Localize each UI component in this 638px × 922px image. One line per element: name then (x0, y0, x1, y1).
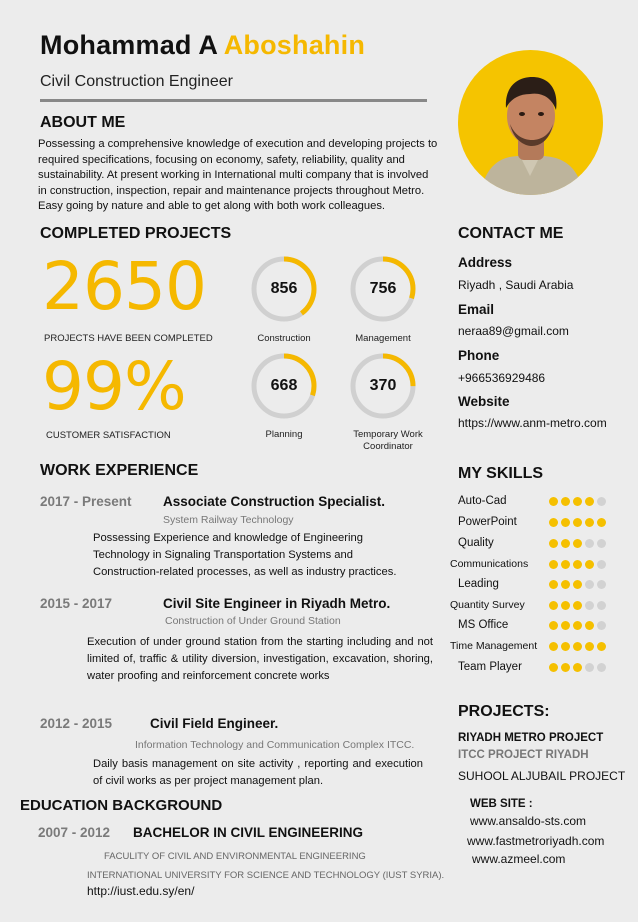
ring-planning (250, 352, 318, 420)
job-role: Civil Field Engineer. (150, 716, 279, 731)
rating-dot-filled-icon (585, 621, 594, 630)
job-org: Information Technology and Communication Complex ITCC. (135, 739, 415, 751)
rating-dot-filled-icon (549, 621, 558, 630)
rating-dot-filled-icon (549, 663, 558, 672)
rating-dot-filled-icon (573, 642, 582, 651)
skill-rating (549, 497, 606, 506)
rating-dot-filled-icon (549, 601, 558, 610)
candidate-name: Mohammad A Aboshahin (40, 30, 366, 60)
rating-dot-filled-icon (561, 539, 570, 548)
rating-dot-filled-icon (573, 560, 582, 569)
skill-rating (549, 539, 606, 548)
rating-dot-filled-icon (549, 497, 558, 506)
rating-dot-filled-icon (585, 642, 594, 651)
site-link[interactable]: www.azmeel.com (472, 852, 566, 866)
rating-dot-filled-icon (585, 560, 594, 569)
rating-dot-filled-icon (561, 580, 570, 589)
skill-rating (549, 518, 606, 527)
skill-label: Leading (458, 578, 499, 590)
phone-label: Phone (458, 348, 500, 363)
job-years: 2012 - 2015 (40, 716, 113, 731)
total-projects-number: 2650 (42, 248, 206, 325)
skill-label: MS Office (458, 619, 509, 631)
work-experience-heading: WORK EXPERIENCE (40, 462, 199, 479)
skill-label: PowerPoint (458, 516, 517, 528)
skills-heading: MY SKILLS (458, 465, 544, 482)
site-link[interactable]: www.fastmetroriyadh.com (467, 834, 605, 848)
university-link[interactable]: http://iust.edu.sy/en/ (87, 884, 195, 898)
website-heading: WEB SITE : (470, 798, 533, 810)
rating-dot-filled-icon (561, 663, 570, 672)
skill-rating (549, 663, 606, 672)
rating-dot-empty-icon (597, 560, 606, 569)
skill-label: Quantity Survey (450, 599, 525, 611)
job-org: Construction of Under Ground Station (165, 615, 341, 627)
website-link[interactable]: https://www.anm-metro.com (458, 416, 607, 430)
skill-label: Auto-Cad (458, 495, 507, 507)
rating-dot-filled-icon (597, 518, 606, 527)
rating-dot-empty-icon (597, 663, 606, 672)
ring-label: Planning (265, 429, 303, 440)
email-label: Email (458, 302, 495, 317)
rating-dot-filled-icon (585, 518, 594, 527)
skill-rating (549, 560, 606, 569)
rating-dot-filled-icon (573, 621, 582, 630)
education-years: 2007 - 2012 (38, 825, 111, 840)
project-item: RIYADH METRO PROJECT (458, 732, 604, 744)
website-label: Website (458, 394, 510, 409)
ring-value: 756 (369, 280, 397, 297)
profile-photo (458, 50, 603, 195)
ring-value: 668 (270, 377, 298, 394)
skill-label: Quality (458, 537, 494, 549)
skill-rating (549, 601, 606, 610)
rating-dot-empty-icon (597, 497, 606, 506)
rating-dot-empty-icon (585, 601, 594, 610)
rating-dot-empty-icon (585, 580, 594, 589)
rating-dot-empty-icon (597, 580, 606, 589)
job-description: Possessing Experience and knowledge of Engineering Technology in Signaling Transportation Systems and Construction-related processes, as well as industry practices. (93, 532, 397, 578)
rating-dot-filled-icon (597, 642, 606, 651)
job-years: 2017 - Present (40, 494, 132, 509)
skill-rating (549, 642, 606, 651)
contact-heading: CONTACT ME (458, 225, 564, 242)
email-link[interactable]: neraa89@gmail.com (458, 324, 569, 338)
rating-dot-filled-icon (561, 642, 570, 651)
education-degree: BACHELOR IN CIVIL ENGINEERING (133, 825, 364, 840)
education-university: INTERNATIONAL UNIVERSITY FOR SCIENCE AND TECHNOLOGY (IUST SYRIA). (87, 870, 445, 881)
skill-label: Team Player (458, 661, 522, 673)
job-org: System Railway Technology (163, 514, 294, 526)
rating-dot-empty-icon (597, 601, 606, 610)
rating-dot-filled-icon (573, 497, 582, 506)
rating-dot-empty-icon (585, 539, 594, 548)
rating-dot-filled-icon (561, 601, 570, 610)
rating-dot-filled-icon (561, 497, 570, 506)
ring-label: Management (355, 333, 411, 344)
satisfaction-caption: CUSTOMER SATISFACTION (46, 430, 171, 441)
rating-dot-filled-icon (561, 560, 570, 569)
education-faculty: FACULITY OF CIVIL AND ENVIRONMENTAL ENGINEERING (104, 851, 366, 862)
rating-dot-empty-icon (597, 621, 606, 630)
rating-dot-filled-icon (573, 601, 582, 610)
rating-dot-filled-icon (561, 518, 570, 527)
address-label: Address (458, 255, 513, 270)
total-projects-caption: PROJECTS HAVE BEEN COMPLETED (44, 333, 213, 344)
rating-dot-filled-icon (549, 642, 558, 651)
ring-management (349, 255, 417, 323)
skill-label: Time Management (450, 640, 538, 652)
ring-value: 370 (369, 377, 397, 394)
rating-dot-filled-icon (585, 497, 594, 506)
rating-dot-filled-icon (573, 580, 582, 589)
satisfaction-number: 99% (42, 348, 186, 425)
rating-dot-filled-icon (549, 518, 558, 527)
ring-value: 856 (270, 280, 298, 297)
phone-value: +966536929486 (458, 371, 546, 385)
person-portrait-icon (458, 50, 603, 195)
rating-dot-filled-icon (549, 560, 558, 569)
rating-dot-empty-icon (597, 539, 606, 548)
rating-dot-filled-icon (549, 539, 558, 548)
address-value: Riyadh , Saudi Arabia (458, 278, 574, 292)
about-text: Possessing a comprehensive knowledge of execution and developing projects to required specifications, focusing on economy, safety, reliability, quality and sustainability. At present working in International multi company that is involved in construction, inspection, repair and maintenance projects throughout Metro. Easy going by nature and able to get along with both work colleagues. (38, 138, 438, 213)
job-role: Associate Construction Specialist. (163, 494, 386, 509)
education-heading: EDUCATION BACKGROUND (20, 797, 223, 814)
ring-construction (250, 255, 318, 323)
skill-rating (549, 621, 606, 630)
skill-label: Communications (450, 558, 529, 570)
ring-label: Construction (257, 333, 311, 344)
about-heading: ABOUT ME (40, 114, 126, 131)
ring-temporary-work (349, 352, 417, 420)
rating-dot-filled-icon (561, 621, 570, 630)
rating-dot-filled-icon (573, 518, 582, 527)
job-description: Execution of under ground station from the starting including and not limited of, traffic & utility diversion, investigation, excavation, shoring, water proofing and reinforcement concrete works (87, 636, 433, 682)
rating-dot-filled-icon (573, 663, 582, 672)
project-item: SUHOOL ALJUBAIL PROJECT (458, 769, 626, 783)
completed-projects-heading: COMPLETED PROJECTS (40, 225, 232, 242)
project-item: ITCC PROJECT RIYADH (458, 749, 589, 761)
job-title: Civil Construction Engineer (40, 73, 233, 90)
site-link[interactable]: www.ansaldo-sts.com (470, 814, 587, 828)
rating-dot-filled-icon (573, 539, 582, 548)
skill-rating (549, 580, 606, 589)
rating-dot-filled-icon (549, 580, 558, 589)
rating-dot-empty-icon (585, 663, 594, 672)
ring-label: Temporary Work Coordinator (353, 429, 423, 452)
job-role: Civil Site Engineer in Riyadh Metro. (163, 596, 391, 611)
job-description: Daily basis management on site activity , reporting and execution of civil works as per project management plan. (93, 758, 423, 787)
title-divider (40, 99, 427, 102)
projects-heading: PROJECTS: (458, 703, 550, 720)
job-years: 2015 - 2017 (40, 596, 113, 611)
